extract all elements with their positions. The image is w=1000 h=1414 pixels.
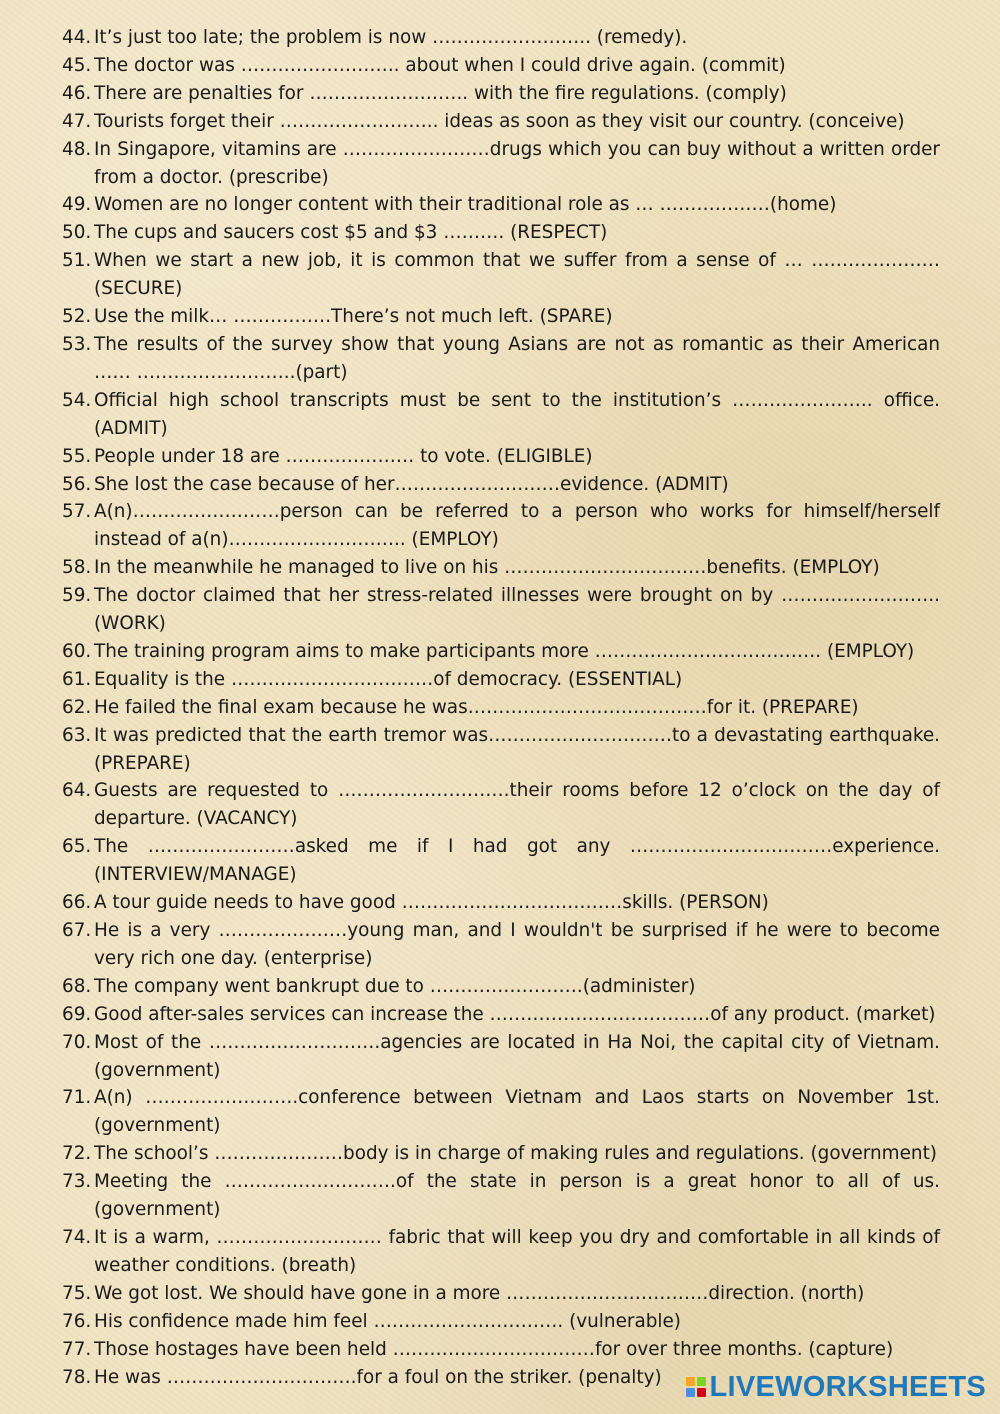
item-number: 71. bbox=[62, 1087, 92, 1109]
item-number: 74. bbox=[62, 1226, 92, 1248]
exercise-item-51 bbox=[62, 247, 940, 303]
item-number: 75. bbox=[62, 1282, 92, 1304]
item-number: 58. bbox=[62, 557, 92, 579]
item-number: 55. bbox=[62, 445, 92, 467]
exercise-item-48 bbox=[62, 136, 940, 192]
item-text: It was predicted that the earth tremor was…………………………to a devastating earthquake. (PREPARE) bbox=[94, 724, 940, 774]
item-number: 51. bbox=[62, 250, 92, 272]
item-number: 57. bbox=[62, 501, 92, 523]
liveworksheets-brand bbox=[686, 1370, 987, 1404]
exercise-item-55 bbox=[62, 443, 940, 471]
exercise-item-59 bbox=[62, 582, 940, 638]
item-text: He failed the final exam because he was…………………………………for it. (PREPARE) bbox=[94, 696, 859, 718]
exercise-item-72 bbox=[62, 1140, 940, 1168]
item-number: 76. bbox=[62, 1310, 92, 1332]
item-text: Guests are requested to ……………………….their rooms before 12 o’clock on the day of departure. (VACANCY) bbox=[94, 780, 940, 830]
exercise-item-53 bbox=[62, 331, 940, 387]
item-text: A(n)……………………person can be referred to a person who works for himself/herself instead of a(n)……………………….. (EMPLOY) bbox=[94, 501, 940, 551]
exercise-item-73 bbox=[62, 1168, 940, 1224]
item-text: Use the milk… …………….There’s not much left. (SPARE) bbox=[94, 306, 613, 328]
exercise-item-75 bbox=[62, 1280, 940, 1308]
item-text: The training program aims to make participants more ………………………………. (EMPLOY) bbox=[94, 640, 915, 662]
item-text: Official high school transcripts must be sent to the institution’s ………………….. office. (ADMIT) bbox=[94, 389, 940, 439]
item-text: The ……………………asked me if I had got any ……………………………experience. (INTERVIEW/MANAGE) bbox=[94, 836, 940, 886]
exercise-item-69 bbox=[62, 1001, 940, 1029]
exercise-item-66 bbox=[62, 889, 940, 917]
item-text: Tourists forget their …………………….. ideas as soon as they visit our country. (conceive) bbox=[94, 110, 905, 132]
item-text: Women are no longer content with their traditional role as … ………………(home) bbox=[94, 194, 837, 216]
item-text: Most of the ……………………….agencies are located in Ha Noi, the capital city of Vietnam. (government) bbox=[94, 1031, 940, 1081]
exercise-item-61 bbox=[62, 666, 940, 694]
liveworksheets-wordmark: LIVEWORKSHEETS bbox=[709, 1370, 986, 1403]
item-number: 52. bbox=[62, 306, 92, 328]
item-text: The company went bankrupt due to …………………….(administer) bbox=[94, 975, 696, 997]
item-text: There are penalties for …………………….. with the fire regulations. (comply) bbox=[94, 82, 787, 104]
exercise-list bbox=[62, 24, 940, 1391]
item-number: 53. bbox=[62, 333, 92, 355]
item-text: It is a warm, ……………………… fabric that will keep you dry and comfortable in all kinds of weather conditions. (breath) bbox=[94, 1226, 940, 1276]
item-number: 62. bbox=[62, 696, 92, 718]
item-text: A(n) …………………….conference between Vietnam and Laos starts on November 1st. (government) bbox=[94, 1087, 940, 1137]
item-number: 59. bbox=[62, 585, 92, 607]
logo-square-red bbox=[697, 1388, 706, 1397]
exercise-item-58 bbox=[62, 554, 940, 582]
item-text: The results of the survey show that young Asians are not as romantic as their American …… ……………………..(part) bbox=[94, 333, 940, 383]
exercise-item-76 bbox=[62, 1308, 940, 1336]
item-text: He is a very …………………young man, and I wouldn't be surprised if he were to become very rich one day. (enterprise) bbox=[94, 920, 940, 969]
item-text: She lost the case because of her………………………evidence. (ADMIT) bbox=[94, 473, 729, 495]
item-text: People under 18 are ………………… to vote. (ELIGIBLE) bbox=[94, 445, 593, 467]
logo-square-orange bbox=[686, 1377, 695, 1386]
item-text: The school’s …………………body is in charge of making rules and regulations. (government) bbox=[94, 1143, 937, 1165]
exercise-item-45 bbox=[62, 52, 940, 80]
item-text: In the meanwhile he managed to live on his ……………………………benefits. (EMPLOY) bbox=[94, 557, 880, 579]
item-number: 45. bbox=[62, 54, 92, 76]
exercise-item-57 bbox=[62, 498, 940, 554]
item-text: His confidence made him feel …………………………. (vulnerable) bbox=[94, 1310, 681, 1332]
exercise-item-65 bbox=[62, 833, 940, 889]
item-text: Good after-sales services can increase the ………………………………of any product. (market) bbox=[94, 1003, 936, 1025]
item-number: 68. bbox=[62, 975, 92, 997]
item-text: We got lost. We should have gone in a more ……………………………direction. (north) bbox=[94, 1282, 865, 1304]
item-number: 66. bbox=[62, 892, 92, 914]
item-number: 65. bbox=[62, 836, 92, 858]
item-number: 63. bbox=[62, 724, 92, 746]
exercise-item-67 bbox=[62, 917, 940, 973]
exercise-item-62 bbox=[62, 694, 940, 722]
item-number: 44. bbox=[62, 27, 92, 48]
exercise-item-74 bbox=[62, 1224, 940, 1280]
exercise-item-49 bbox=[62, 191, 940, 219]
item-text: Those hostages have been held ……………………………for over three months. (capture) bbox=[94, 1338, 894, 1360]
item-number: 60. bbox=[62, 640, 92, 662]
item-text: The doctor was …………………….. about when I could drive again. (commit) bbox=[94, 54, 786, 76]
item-number: 49. bbox=[62, 194, 92, 216]
item-text: Meeting the ……………………….of the state in person is a great honor to all of us. (government) bbox=[94, 1171, 940, 1221]
exercise-item-44 bbox=[62, 24, 940, 52]
exercise-item-68 bbox=[62, 973, 940, 1001]
item-number: 61. bbox=[62, 668, 92, 690]
item-number: 54. bbox=[62, 389, 92, 411]
item-number: 50. bbox=[62, 222, 92, 244]
logo-square-blue bbox=[686, 1388, 695, 1397]
item-number: 67. bbox=[62, 920, 92, 941]
exercise-item-50 bbox=[62, 219, 940, 247]
exercise-item-63 bbox=[62, 722, 940, 778]
item-text: When we start a new job, it is common that we suffer from a sense of … …………………(SECURE) bbox=[94, 250, 940, 300]
exercise-item-54 bbox=[62, 387, 940, 443]
item-number: 48. bbox=[62, 138, 92, 160]
item-text: A tour guide needs to have good ………………………………skills. (PERSON) bbox=[94, 892, 769, 914]
item-number: 77. bbox=[62, 1338, 92, 1360]
exercise-item-70 bbox=[62, 1029, 940, 1085]
exercise-item-52 bbox=[62, 303, 940, 331]
exercise-item-71 bbox=[62, 1084, 940, 1140]
item-text: He was ………………………….for a foul on the striker. (penalty) bbox=[94, 1366, 662, 1388]
item-number: 47. bbox=[62, 110, 92, 132]
item-number: 64. bbox=[62, 780, 92, 802]
exercise-item-56 bbox=[62, 471, 940, 499]
item-number: 78. bbox=[62, 1366, 92, 1388]
exercise-item-46 bbox=[62, 80, 940, 108]
exercise-item-47 bbox=[62, 108, 940, 136]
logo-square-green bbox=[697, 1377, 706, 1386]
item-number: 73. bbox=[62, 1171, 92, 1193]
exercise-item-64 bbox=[62, 777, 940, 833]
item-text: In Singapore, vitamins are ……………………drugs which you can buy without a written order from a doctor. (prescribe) bbox=[94, 138, 940, 188]
item-number: 70. bbox=[62, 1031, 92, 1053]
item-text: Equality is the ……………………………of democracy. (ESSENTIAL) bbox=[94, 668, 683, 690]
exercise-item-77 bbox=[62, 1336, 940, 1364]
item-number: 72. bbox=[62, 1143, 92, 1165]
item-text: It’s just too late; the problem is now …………………….. (remedy). bbox=[94, 27, 688, 48]
item-text: The doctor claimed that her stress-related illnesses were brought on by …………………….. (WORK) bbox=[94, 585, 940, 635]
item-number: 56. bbox=[62, 473, 92, 495]
liveworksheets-logo-icon bbox=[686, 1377, 706, 1397]
item-number: 69. bbox=[62, 1003, 92, 1025]
exercise-item-60 bbox=[62, 638, 940, 666]
item-text: The cups and saucers cost $5 and $3 ………. (RESPECT) bbox=[94, 222, 608, 244]
item-number: 46. bbox=[62, 82, 92, 104]
